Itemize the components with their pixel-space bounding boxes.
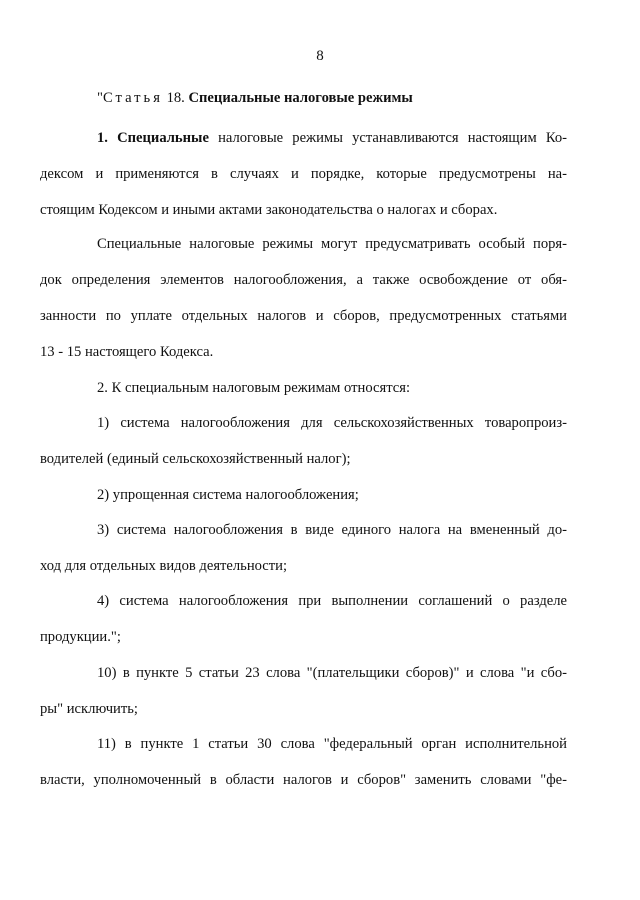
paragraph-9 xyxy=(40,726,567,798)
heading-quote: " xyxy=(97,90,103,106)
paragraph-3-line-1: 2. К специальным налоговым режимам относятся: xyxy=(97,380,411,396)
paragraph-2-line-4: 13 - 15 настоящего Кодекса. xyxy=(40,344,214,360)
paragraph-8-line-2: ры" исключить; xyxy=(40,701,138,717)
paragraph-2-line-3: занности по уплате отдельных налогов и сборов, предусмотренных статьями xyxy=(40,308,567,324)
paragraph-8 xyxy=(40,655,567,727)
heading-statya: Статья xyxy=(102,90,163,106)
paragraph-4-line-1: 1) система налогообложения для сельскохозяйственных товаропроиз- xyxy=(97,415,567,431)
paragraph-4 xyxy=(40,405,567,477)
paragraph-1-line-1: 1. Специальные налоговые режимы устанавливаются настоящим Ко- xyxy=(97,130,567,146)
paragraph-5 xyxy=(97,477,359,513)
paragraph-7-line-1: 4) система налогообложения при выполнении соглашений о разделе xyxy=(97,593,567,609)
paragraph-2-line-1: Специальные налоговые режимы могут предусматривать особый поря- xyxy=(97,236,567,252)
paragraph-4-line-2: водителей (единый сельскохозяйственный налог); xyxy=(40,451,351,467)
paragraph-2-line-2: док определения элементов налогообложения, а также освобождение от обя- xyxy=(40,272,567,288)
paragraph-9-line-1: 11) в пункте 1 статьи 30 слова "федеральный орган исполнительной xyxy=(97,736,567,752)
paragraph-6-line-2: ход для отдельных видов деятельности; xyxy=(40,558,288,574)
paragraph-1 xyxy=(40,120,567,228)
paragraph-7 xyxy=(40,583,567,655)
heading-number: 18. xyxy=(166,90,185,106)
paragraph-1-line-2: дексом и применяются в случаях и порядке, которые предусмотрены на- xyxy=(40,166,567,182)
paragraph-2 xyxy=(40,226,567,370)
article-heading xyxy=(97,86,413,110)
paragraph-6-line-1: 3) система налогообложения в виде единого налога на вмененный до- xyxy=(97,522,567,538)
paragraph-8-line-1: 10) в пункте 5 статьи 23 слова "(плательщики сборов)" и слова "и сбо- xyxy=(97,665,567,681)
paragraph-6 xyxy=(40,512,567,584)
paragraph-1-line-3: стоящим Кодексом и иными актами законодательства о налогах и сборах. xyxy=(40,202,498,218)
paragraph-3 xyxy=(97,370,410,406)
page-number: 8 xyxy=(316,48,324,64)
paragraph-5-line-1: 2) упрощенная система налогообложения; xyxy=(97,487,359,503)
paragraph-9-line-2: власти, уполномоченный в области налогов и сборов" заменить словами "фе- xyxy=(40,772,567,788)
heading-title: Специальные налоговые режимы xyxy=(188,90,413,106)
paragraph-7-line-2: продукции."; xyxy=(40,629,121,645)
